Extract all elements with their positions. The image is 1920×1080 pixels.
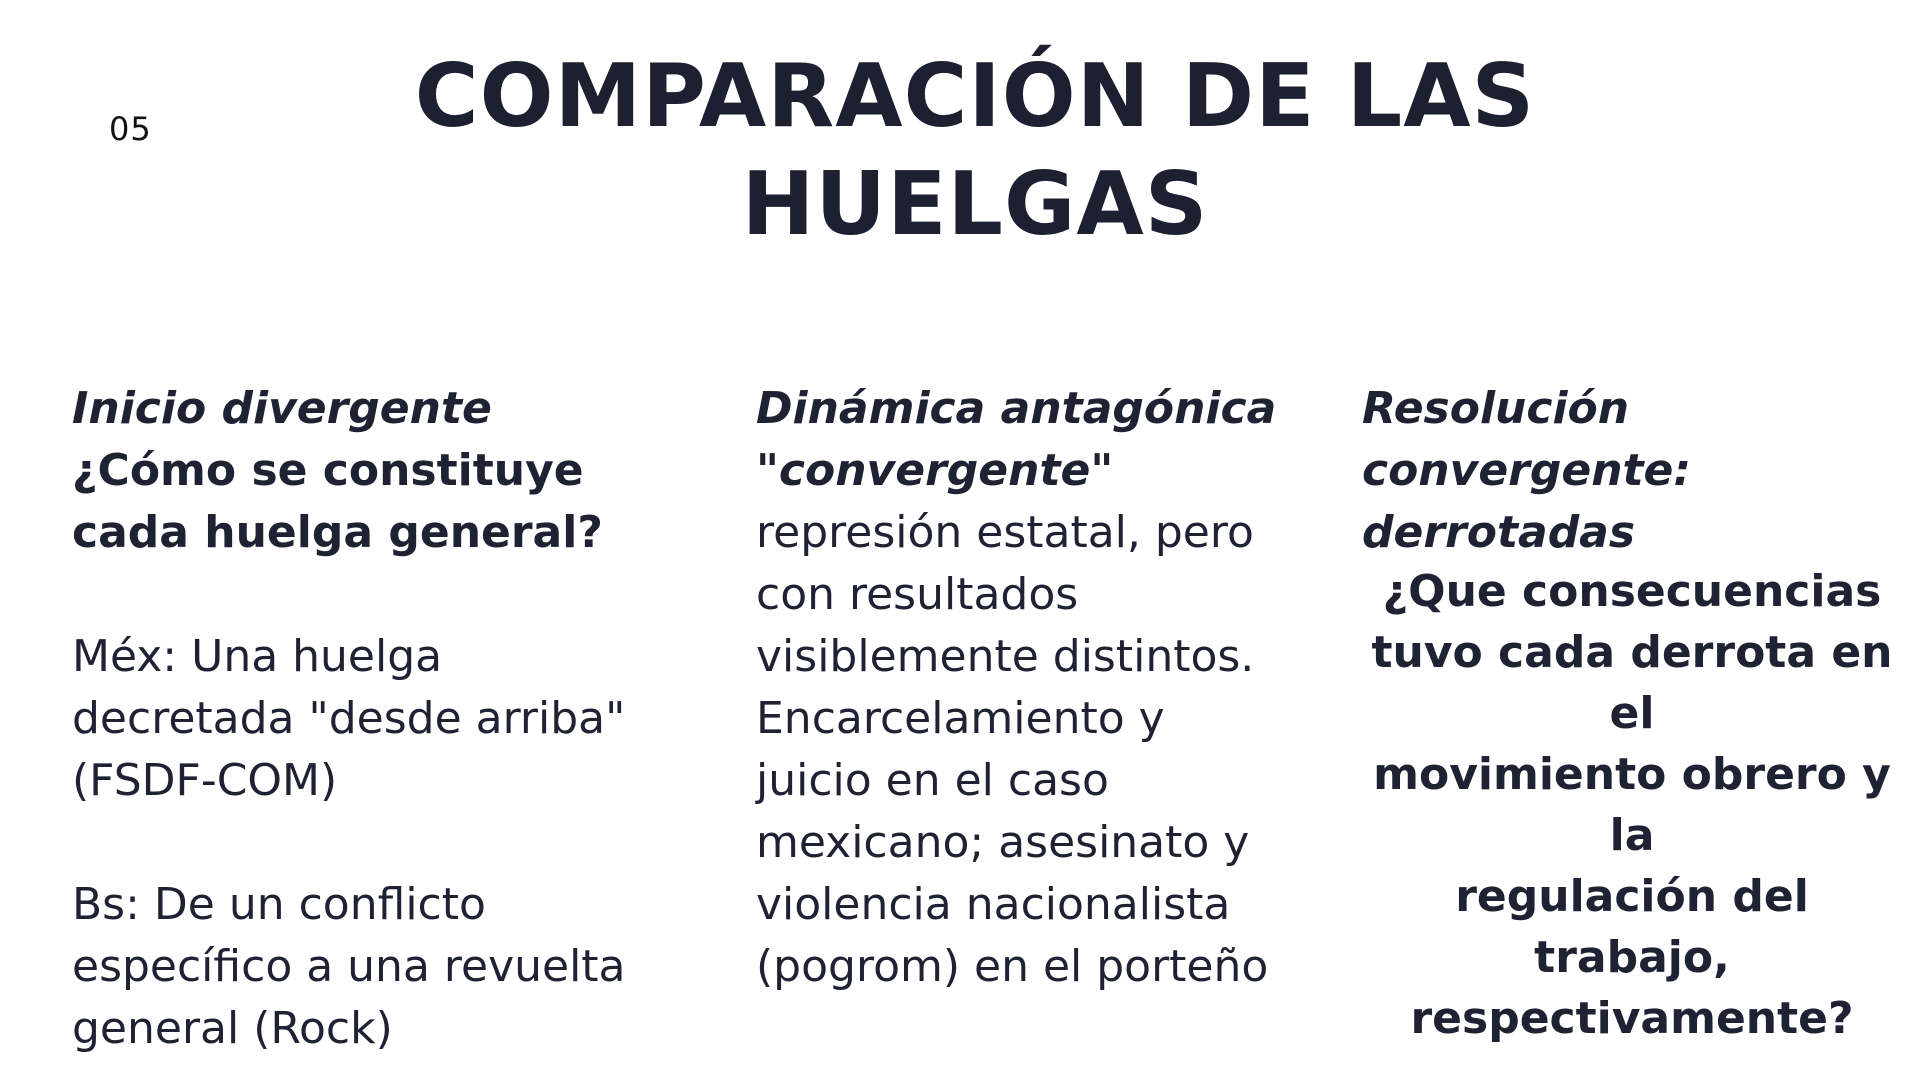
column-inicio-divergente	[72, 378, 712, 1060]
column-heading-inicio: Inicio divergente	[72, 383, 492, 434]
resolucion-question-line-4: regulación del trabajo,	[1455, 871, 1809, 983]
slide-number: 05	[109, 110, 152, 148]
inicio-question-line-2: cada huelga general?	[72, 507, 603, 558]
spacer	[72, 564, 712, 626]
resolucion-question-line-2: tuvo cada derrota en el	[1371, 627, 1893, 739]
dinamica-body-line-1: represión estatal, pero	[756, 507, 1254, 558]
dinamica-body-line-4: Encarcelamiento y	[756, 693, 1165, 744]
inicio-mex-line-1: Méx: Una huelga	[72, 631, 443, 682]
dinamica-body-line-6: mexicano; asesinato y	[756, 817, 1250, 868]
dinamica-body-line-5: juicio en el caso	[756, 755, 1109, 806]
inicio-bs-line-2: específico a una revuelta	[72, 941, 626, 992]
inicio-bs-line-1: Bs: De un conflicto	[72, 879, 486, 930]
slide-title-line-2: HUELGAS	[741, 153, 1209, 255]
dinamica-body-line-8: (pogrom) en el porteño	[756, 941, 1269, 992]
resolucion-question-line-1: ¿Que consecuencias	[1382, 566, 1882, 617]
column-heading-resolucion-line-2: derrotadas	[1362, 507, 1636, 558]
column-heading-dinamica-line-1: Dinámica antagónica	[756, 383, 1277, 434]
inicio-mex-line-2: decretada "desde arriba"	[72, 693, 626, 744]
dinamica-body-line-3: visiblemente distintos.	[756, 631, 1255, 682]
slide-title	[400, 42, 1550, 258]
column-heading-resolucion-line-1: Resolución convergente:	[1362, 383, 1691, 496]
column-resolucion-convergente	[1362, 378, 1902, 1049]
spacer	[72, 812, 712, 874]
slide-title-line-1: COMPARACIÓN DE LAS	[414, 45, 1536, 147]
inicio-mex-line-3: (FSDF-COM)	[72, 755, 338, 806]
column-heading-dinamica-line-2: "convergente"	[756, 445, 1114, 496]
dinamica-body-line-2: con resultados	[756, 569, 1079, 620]
inicio-bs-line-3: general (Rock)	[72, 1003, 393, 1054]
resolucion-question-line-3: movimiento obrero y la	[1373, 749, 1891, 861]
dinamica-body-line-7: violencia nacionalista	[756, 879, 1231, 930]
resolucion-question-line-5: respectivamente?	[1410, 993, 1854, 1044]
column-dinamica-antagonica	[756, 378, 1356, 998]
resolucion-question	[1362, 561, 1902, 1049]
inicio-question-line-1: ¿Cómo se constituye	[72, 445, 584, 496]
